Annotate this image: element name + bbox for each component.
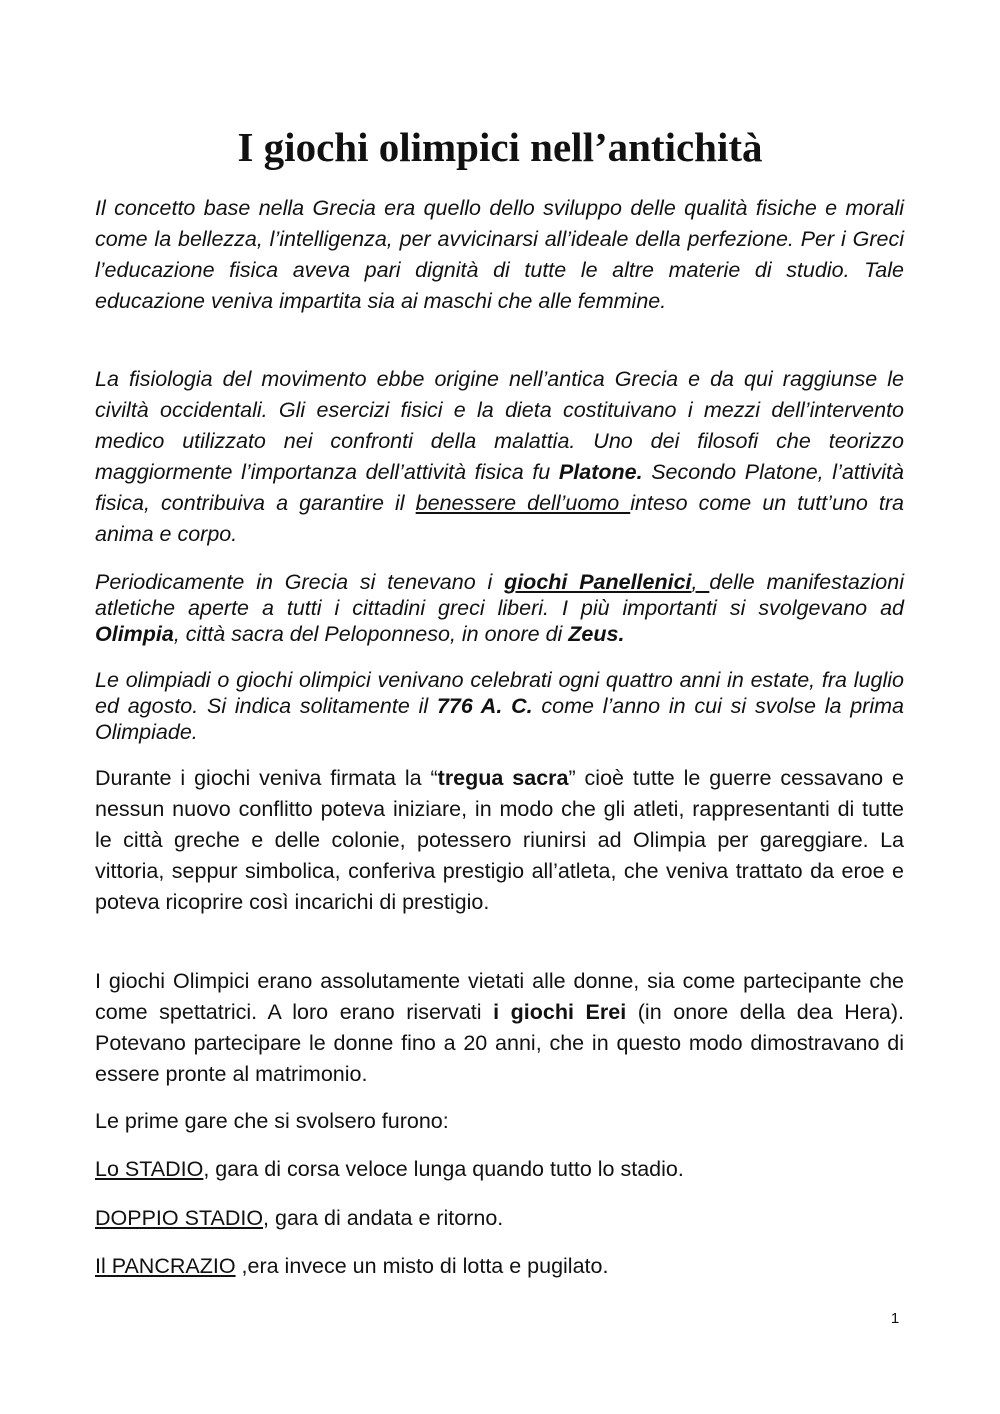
bold-giochi-erei: i giochi Erei [493,1000,627,1024]
list-item [95,1203,904,1234]
paragraph-text: Le prime gare che si svolsero furono: [95,1109,449,1133]
paragraph-text: (in onore della dea Hera). Potevano partecipare le donne fino a 20 anni, che in questo modo dimostravano di essere pronte al matrimonio. [95,1000,904,1086]
paragraph-text: La fisiologia del movimento ebbe origine nell’antica Grecia e da qui raggiunse le civiltà occidentali. Gli esercizi fisici e la dieta costituivano i mezzi dell’intervento medico utilizzato nei confronti della malattia. Uno dei filosofi che teorizzo maggiormente l’importanza dell’attività fisica fu [95,367,904,484]
paragraph-text: inteso come un tutt’uno tra anima e corpo. [95,491,904,546]
paragraph-panhellenic-games [95,569,904,647]
underlined-comma: , [691,570,710,594]
race-term: Il PANCRAZIO [95,1254,236,1278]
paragraph-sacred-truce [95,763,904,918]
paragraph-physiology [95,364,904,550]
underlined-benessere: benessere dell’uomo [415,491,631,515]
race-term: DOPPIO STADIO [95,1206,264,1230]
paragraph-text: ” cioè tutte le guerre cessavano e nessun nuovo conflitto poteva iniziare, in modo che gli atleti, rappresentanti di tutte le città greche e delle colonie, potessero riunirsi ad Olimpia per gareggiare. La vittoria, seppur simbolica, conferiva prestigio all’atleta, che veniva trattato da eroe e poteva ricoprire così incarichi di prestigio. [95,766,905,914]
race-description: ,era invece un misto di lotta e pugilato. [235,1254,609,1278]
bold-776-ac: 776 A. C. [436,694,533,718]
paragraph-text: , città sacra del Peloponneso, in onore di [173,622,569,646]
paragraph-text: Durante i giochi veniva firmata la “ [95,766,438,790]
race-term: Lo STADIO [95,1157,204,1181]
paragraph-text: Secondo Platone, l’attività fisica, contribuiva a garantire il [95,460,904,515]
list-item [95,1154,904,1185]
bold-olimpia: Olimpia [95,622,174,646]
bold-platone: Platone. [558,460,643,484]
bold-tregua-sacra: tregua sacra [437,766,569,790]
paragraph-women [95,966,904,1090]
list-item [95,1251,904,1282]
race-description: , gara di andata e ritorno. [263,1206,504,1230]
paragraph-text: delle manifestazioni atletiche aperte a tutti i cittadini greci liberi. I più importanti si svolgevano ad [95,570,904,620]
paragraph-text: Il concetto base nella Grecia era quello dello sviluppo delle qualità fisiche e morali come la bellezza, l’intelligenza, per avvicinarsi all’ideale della perfezione. Per i Greci l’educazione fisica aveva pari dignità di tutte le altre materie di studio. Tale educazione veniva impartita sia ai maschi che alle femmine. [95,196,904,313]
bold-zeus: Zeus. [568,622,625,646]
paragraph-text: come l’anno in cui si svolse la prima Olimpiade. [95,694,904,744]
paragraph-concept [95,193,904,317]
paragraph-text: Periodicamente in Grecia si tenevano i [95,570,505,594]
paragraph-text: Le olimpiadi o giochi olimpici venivano celebrati ogni quattro anni in estate, fra luglio ed agosto. Si indica solitamente il [95,668,904,718]
bold-underlined-giochi-panellenici: giochi Panellenici [504,570,692,594]
paragraph-first-races [95,1106,904,1137]
paragraph-text: I giochi Olimpici erano assolutamente vietati alle donne, sia come partecipante che come spettatrici. A loro erano riservati [95,969,904,1024]
document-title: I giochi olimpici nell’antichità [237,124,763,170]
race-description: , gara di corsa veloce lunga quando tutto lo stadio. [203,1157,684,1181]
paragraph-olympiads [95,667,904,745]
page-number: 1 [890,1310,900,1327]
